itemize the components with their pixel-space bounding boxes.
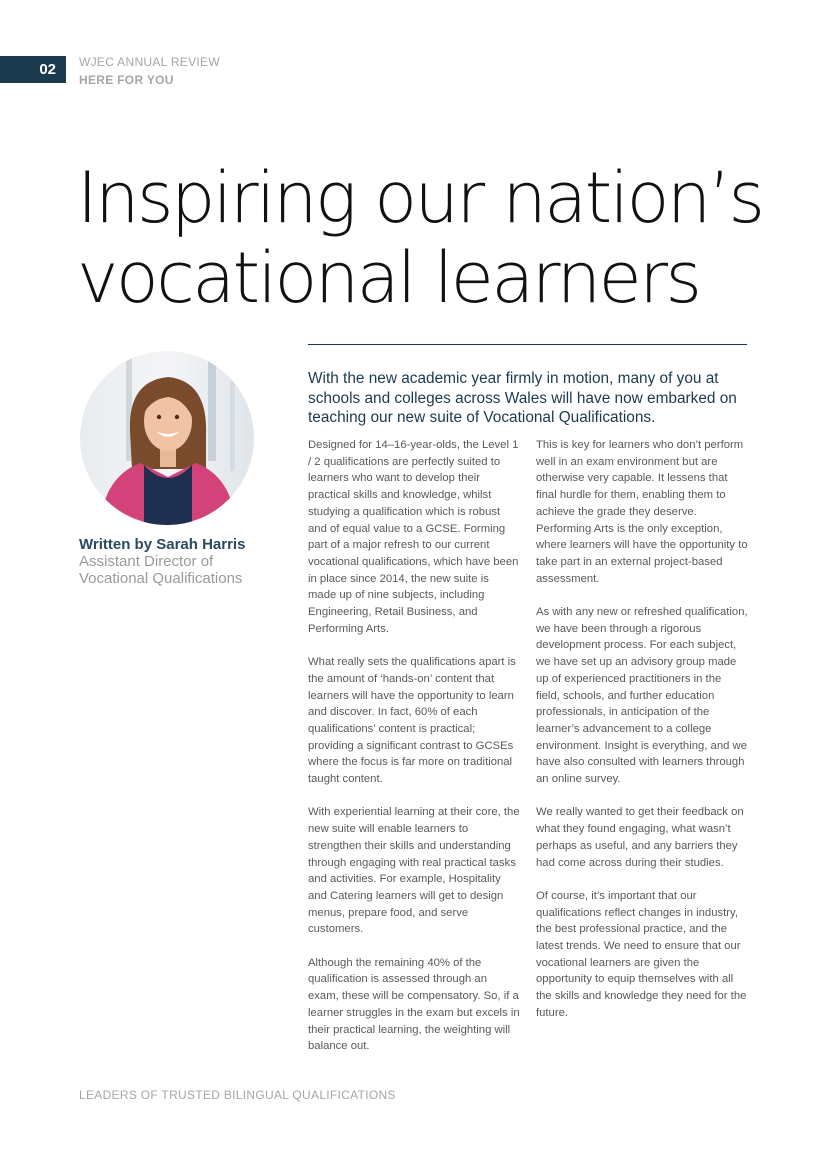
running-header xyxy=(79,53,220,89)
body-paragraph: With experiential learning at their core, the new suite will enable learners to strengthen their skills and understanding through engaging with real practical tasks and activities. For example, Hospitality and Catering learners will get to design menus, prepare food, and serve customers. xyxy=(308,806,520,936)
publication-name: WJEC ANNUAL REVIEW xyxy=(79,55,220,69)
body-paragraph: Although the remaining 40% of the qualification is assessed through an exam, these will be compensatory. So, if a learner struggles in the exam but excels in their practical learning, the weighting will balance out. xyxy=(308,956,520,1053)
author-byline xyxy=(79,536,279,587)
author-portrait xyxy=(80,351,254,525)
page-number: 02 xyxy=(39,61,56,78)
article-title xyxy=(77,158,797,318)
page-number-tab xyxy=(0,56,66,83)
author-role-line-2: Vocational Qualifications xyxy=(79,570,243,587)
body-column-1 xyxy=(308,437,520,1072)
body-paragraph: As with any new or refreshed qualification, we have been through a rigorous development process. For each subject, we have set up an advisory group made up of experienced practitioners in the field, schools, and further education professionals, in anticipation of the learner’s advancement to a college environment. Insight is everything, and we have also consulted with learners through an online survey. xyxy=(536,606,748,786)
portrait-illustration xyxy=(80,351,254,525)
body-paragraph: This is key for learners who don’t perform well in an exam environment but are otherwise very capable. It lessens that final hurdle for them, enabling them to achieve the grade they deserve. Performing Arts is the only exception, where learners will have the opportunity to take part in an external project-based assessment. xyxy=(536,439,748,585)
body-paragraph: What really sets the qualifications apart is the amount of ‘hands-on’ content that learners will have the opportunity to learn and discover. In fact, 60% of each qualifications’ content is practical; providing a significant contrast to GCSEs where the focus is far more on traditional taught content. xyxy=(308,656,516,786)
divider-rule xyxy=(308,344,747,345)
title-line-1: Inspiring our nation’s xyxy=(77,157,763,239)
body-paragraph: Of course, it’s important that our qualifications reflect changes in industry, the best professional practice, and the latest trends. We need to ensure that our vocational learners are given the opportunity to equip themselves with all the skills and knowledge they need for the future. xyxy=(536,889,747,1019)
body-column-2 xyxy=(536,437,748,1038)
title-line-2: vocational learners xyxy=(77,237,700,319)
intro-paragraph: With the new academic year firmly in motion, many of you at schools and colleges across Wales will have now embarked on teaching our new suite of Vocational Qualifications. xyxy=(308,370,737,426)
body-paragraph: Designed for 14–16-year-olds, the Level 1 / 2 qualifications are perfectly suited to learners who want to develop their practical skills and knowledge, whilst studying a qualification which is robust and of equal value to a GCSE. Forming part of a major refresh to our current vocational qualifications, which have been in place since 2014, the new suite is made up of nine subjects, including Engineering, Retail Business, and Performing Arts. xyxy=(308,439,519,635)
author-name: Written by Sarah Harris xyxy=(79,536,246,553)
author-role-line-1: Assistant Director of xyxy=(79,553,214,570)
page-footer: LEADERS OF TRUSTED BILINGUAL QUALIFICATIONS xyxy=(79,1088,396,1102)
section-name: HERE FOR YOU xyxy=(79,73,174,87)
body-paragraph: We really wanted to get their feedback on what they found engaging, what wasn’t perhaps as useful, and any barriers they had come across during their studies. xyxy=(536,806,744,869)
